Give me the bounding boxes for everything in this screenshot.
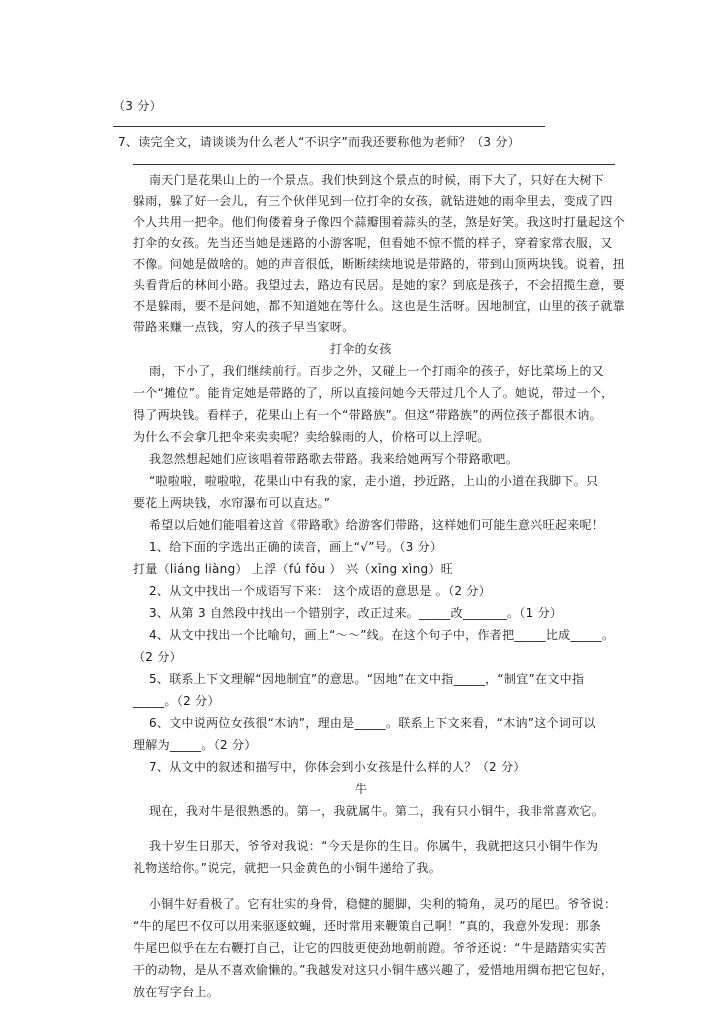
question-5-cont: _____。（2 分） — [133, 694, 220, 708]
passage-line: 干的动物，是从不喜欢偷懒的。”我越发对这只小铜牛感兴趣了，爱惜地用绸布把它包好， — [133, 963, 614, 977]
passage-line: 躲雨，躲了好一会儿，有三个伙伴见到一位打伞的女孩，就钻进她的雨伞里去，变成了四 — [133, 194, 613, 208]
passage-line: “啦啦啦，啦啦啦，花果山中有我的家，走小道，抄近路，上山的小道在我脚下。只 — [149, 474, 599, 488]
passage-line: “牛的尾巴不仅可以用来驱逐蚊蝇，还时常用来鞭策自己啊！”真的，我意外发现：那条 — [133, 919, 602, 933]
passage-line: 一个“摊位”。能肯定她是带路的了，所以直接问她今天带过几个人了。她说，带过一个， — [133, 386, 614, 400]
answer-line — [113, 126, 545, 127]
question-3: 3、从第 3 自然段中找出一个错别字，改正过来。_____改_______。（1 分） — [149, 606, 563, 620]
passage-line: 要花上两块钱，水帘瀑布可以直达。” — [133, 496, 331, 510]
passage-line: 礼物送给你。”说完，就把一只金黄色的小铜牛递给了我。 — [133, 861, 442, 875]
passage-line: 现在，我对牛是很熟悉的。第一，我就属牛。第二，我有只小铜牛，我非常喜欢它。 — [149, 804, 605, 818]
question-4: 4、从文中找出一个比喻句，画上“～～”线。在这个句子中，作者把_____比成_____。 — [149, 628, 615, 642]
passage-line: 为什么不会拿几把伞来卖卖呢？卖给躲雨的人，价格可以上浮呢。 — [133, 430, 490, 444]
passage-line: 希望以后她们能唱着这首《带路歌》给游客们带路，这样她们可能生意兴旺起来呢！ — [149, 518, 605, 532]
passage-line: 带路来赚一点钱，穷人的孩子早当家呀。 — [133, 320, 355, 334]
passage-line: 南天门是花果山上的一个景点。我们快到这个景点的时候，雨下大了，只好在大树下 — [149, 173, 605, 187]
passage-line: 牛尾巴似乎在左右鞭打自己，让它的四肢更使劲地朝前蹬。爷爷还说：“牛是踏踏实实苦 — [133, 941, 607, 955]
answer-line — [133, 164, 615, 165]
passage-line: 雨，下小了，我们继续前行。百步之外，又碰上一个打雨伞的孩子，好比菜场上的又 — [149, 364, 605, 378]
passage-line: 个人共用一把伞。他们佝偻着身子像四个蒜瓣围着蒜头的茎，煞是好笑。我这时打量起这个 — [133, 215, 626, 229]
score-line: （3 分） — [113, 99, 162, 113]
question-2: 2、从文中找出一个成语写下来： 这个成语的意思是 。（2 分） — [149, 584, 492, 598]
passage-line: 得了两块钱。看样子，花果山上有一个“带路族”。但这“带路族”的两位孩子都很木讷。 — [133, 408, 602, 422]
question-1-options: 打量（liáng liàng） 上浮（fú fǒu ） 兴（xīng xìng）旺 — [133, 562, 453, 576]
question-6: 6、文中说两位女孩很“木讷”，理由是_____。联系上下文来看，“木讷”这个词可以 — [149, 716, 596, 730]
passage-line: 我十岁生日那天，爷爷对我说：“今天是你的生日。你属牛，我就把这只小铜牛作为 — [149, 839, 599, 853]
question-6-cont: 理解为_____。（2 分） — [133, 738, 257, 752]
question-5: 5、联系上下文理解“因地制宜”的意思。“因地”在文中指_____，“制宜”在文中指 — [149, 672, 585, 686]
passage-title: 牛 — [355, 782, 368, 796]
passage-line: 我忽然想起她们应该唱着带路歌去带路。我来给她两写个带路歌吧。 — [149, 452, 519, 466]
question-7: 7、从文中的叙述和描写中，你体会到小女孩是什么样的人？（2 分） — [149, 760, 526, 774]
question-1: 1、给下面的字选出正确的读音，画上“√”号。（3 分） — [149, 540, 443, 554]
passage-line: 不像。问她是做啥的。她的声音很低，断断续续地说是带路的，带到山顶两块钱。说着，扭 — [133, 257, 626, 271]
passage-line: 不是躲雨，要不是问她，都不知道她在等什么。这也是生活呀。因地制宜，山里的孩子就靠 — [133, 299, 626, 313]
question-7-top: 7、读完全文，请谈谈为什么老人“不识字”而我还要称他为老师？（3 分） — [118, 135, 521, 149]
question-4-score: （2 分） — [133, 650, 182, 664]
passage-line: 放在写字台上。 — [133, 985, 220, 999]
passage-line: 头看背后的林间小路。我望过去，路边有民居。是她的家？到底是孩子，不会招揽生意，要 — [133, 278, 626, 292]
passage-line: 打伞的女孩。先当还当她是迷路的小游客呢，但看她不惊不慌的样子，穿着家常衣服，又 — [133, 236, 613, 250]
passage-line: 小铜牛好看极了。它有壮实的身骨，稳健的腿脚，尖利的犄角，灵巧的尾巴。爷爷说： — [149, 897, 617, 911]
passage-title: 打伞的女孩 — [330, 342, 392, 356]
